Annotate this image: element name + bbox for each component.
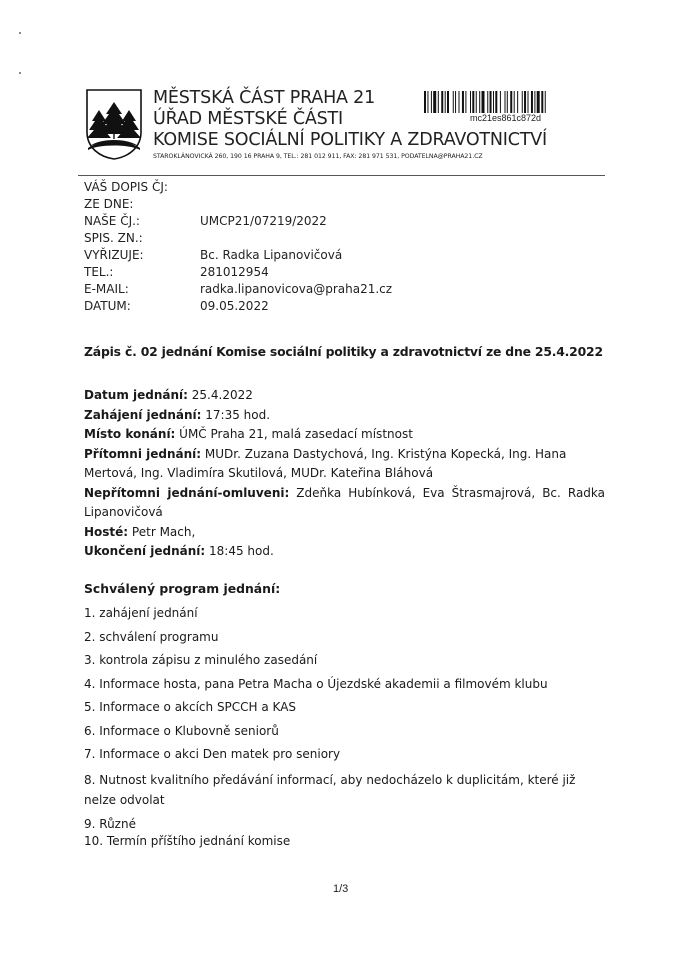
meeting-info — [84, 386, 605, 562]
program-item: 4. Informace hosta, pana Petra Macha o Újezdské akademii a filmovém klubu — [84, 676, 548, 691]
meta-row-email — [84, 281, 392, 298]
meta-row-letter-ref — [84, 179, 392, 196]
barcode-bar — [507, 91, 508, 113]
letterhead-committee: KOMISE SOCIÁLNÍ POLITIKY A ZDRAVOTNICTVÍ — [153, 130, 547, 150]
barcode-bar — [445, 91, 446, 113]
meta-value: Bc. Radka Lipanovičová — [200, 248, 343, 262]
barcode-bar — [447, 91, 449, 113]
meta-row-phone — [84, 264, 392, 281]
info-guests — [84, 523, 605, 543]
barcode-bar — [459, 91, 460, 113]
program-list — [84, 605, 609, 850]
barcode-bar — [528, 91, 529, 113]
barcode-bar — [522, 91, 523, 113]
barcode-bar — [427, 91, 428, 113]
barcode-bar — [472, 91, 474, 113]
info-label: Hosté: — [84, 524, 129, 539]
barcode-bar — [433, 91, 436, 113]
info-present — [84, 445, 605, 484]
info-value: MUDr. Zuzana Dastychová, Ing. Kristýna Kopecká, Ing. Hana Mertová, Ing. Vladimíra Skutilová, MUDr. Kateřina Bláhová — [84, 446, 567, 480]
barcode-bar — [545, 91, 546, 113]
meta-row-file-ref — [84, 230, 392, 247]
barcode-bar — [431, 91, 432, 113]
info-label: Místo konání: — [84, 427, 176, 441]
meta-label: E-MAIL: — [84, 282, 129, 296]
barcode-bar — [493, 91, 494, 113]
barcode-bar — [455, 91, 456, 113]
program-item: 5. Informace o akcích SPCCH a KAS — [84, 700, 297, 714]
info-label: Datum jednání: — [84, 388, 188, 402]
meta-label: TEL.: — [84, 265, 114, 279]
coat-of-arms-icon — [84, 88, 144, 160]
meta-label: VÁŠ DOPIS ČJ: — [84, 180, 168, 194]
program-item: 7. Informace o akci Den matek pro seniory — [84, 747, 341, 761]
barcode-bar — [490, 91, 492, 113]
info-value: 18:45 hod. — [205, 544, 274, 558]
barcode-bar — [510, 91, 512, 113]
barcode-bar — [537, 91, 540, 113]
meta-row-date — [84, 298, 392, 315]
letterhead-address: STAROKLÁNOVICKÁ 260, 190 16 PRAHA 9, TEL.: 281 012 911, FAX: 281 971 531, PODATELNA@PRAHA21.CZ — [153, 153, 483, 160]
barcode-bar — [438, 91, 439, 113]
barcode-bar — [441, 91, 443, 113]
info-place — [84, 425, 605, 445]
info-value: 25.4.2022 — [187, 388, 253, 402]
info-value: ÚMČ Praha 21, malá zasedací místnost — [175, 427, 413, 441]
meta-value: UMCP21/07219/2022 — [200, 214, 327, 228]
barcode-bar — [470, 91, 471, 113]
header-divider — [78, 175, 605, 176]
barcode-bar — [453, 91, 454, 113]
reference-block — [84, 179, 392, 315]
info-date — [84, 386, 605, 406]
meta-row-date-from — [84, 196, 392, 213]
barcode-bar — [514, 91, 515, 113]
info-end — [84, 542, 605, 562]
barcode-bar — [482, 91, 485, 113]
barcode-bar — [531, 91, 533, 113]
barcode-bar — [500, 91, 501, 113]
barcode-bar — [424, 91, 426, 113]
info-absent — [84, 484, 605, 523]
barcode-bar — [524, 91, 526, 113]
info-label: Zahájení jednání: — [84, 407, 202, 422]
program-item: 6. Informace o Klubovně seniorů — [84, 723, 279, 738]
meta-row-our-ref — [84, 213, 392, 230]
barcode-bar — [541, 91, 543, 113]
letterhead-office: ÚŘAD MĚSTSKÉ ČÁSTI — [153, 109, 343, 129]
barcode-bar — [534, 91, 535, 113]
info-value: Zdeňka Hubínková, Eva Štrasmajrová, Bc. Radka Lipanovičová — [84, 485, 606, 519]
barcode-bar — [505, 91, 506, 113]
letterhead-municipality: MĚSTSKÁ ČÁST PRAHA 21 — [153, 88, 376, 108]
barcode-bar — [487, 91, 488, 113]
barcode-bar — [462, 91, 464, 113]
barcode-bar — [495, 91, 497, 113]
program-item: 2. schválení programu — [84, 629, 219, 644]
info-value: Petr Mach, — [128, 524, 196, 539]
program-item: 10. Termín příštího jednání komise — [84, 834, 291, 848]
program-item: 1. zahájení jednání — [84, 606, 198, 620]
page-number: 1/3 — [333, 883, 349, 895]
info-value: 17:35 hod. — [201, 407, 271, 422]
barcode-bar — [517, 91, 518, 113]
program-item: 9. Různé — [84, 817, 136, 831]
barcode-icon — [424, 91, 594, 113]
meta-value: radka.lipanovicova@praha21.cz — [200, 282, 393, 296]
program-item: 8. Nutnost kvalitního předávání informací, aby nedocházelo k duplicitám, které již nelze odvolat — [84, 772, 576, 807]
program-title: Schválený program jednání: — [84, 581, 281, 596]
barcode-text: mc21es861c872d — [470, 113, 542, 123]
info-start — [84, 406, 605, 426]
barcode-bar — [476, 91, 477, 113]
meta-label: SPIS. ZN.: — [84, 231, 143, 245]
info-label: Nepřítomni jednání-omluveni: — [84, 485, 290, 500]
meta-label: NAŠE ČJ.: — [84, 214, 140, 228]
program-item: 3. kontrola zápisu z minulého zasedání — [84, 653, 318, 667]
meta-label: ZE DNE: — [84, 197, 134, 211]
meta-label: DATUM: — [84, 299, 131, 313]
info-label: Přítomni jednání: — [84, 446, 202, 461]
meta-row-handled-by — [84, 247, 392, 264]
barcode-bar — [479, 91, 480, 113]
scan-speck — [19, 72, 21, 74]
scan-speck — [19, 32, 21, 34]
document-title: Zápis č. 02 jednání Komise sociální politiky a zdravotnictví ze dne 25.4.2022 — [84, 344, 603, 359]
info-label: Ukončení jednání: — [84, 544, 206, 558]
meta-value: 281012954 — [200, 265, 269, 279]
barcode-bar — [465, 91, 466, 113]
meta-label: VYŘIZUJE: — [84, 248, 144, 262]
meta-value: 09.05.2022 — [200, 299, 269, 313]
